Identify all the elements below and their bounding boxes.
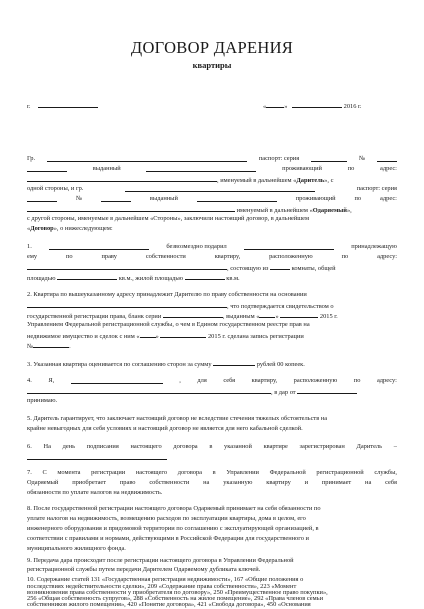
date-open-quote: « [263,103,267,110]
clause-6-line-2 [27,453,167,463]
donee-address-blank[interactable] [27,205,235,212]
preamble-line-5: № выданный проживающий по адрес: [27,195,397,203]
clause-4-line-2: , в дар от [27,387,357,397]
clause-5-line-1: 5. Даритель гарантирует, что заключает настоящий договор не вследствие стечения тяжелых обстоятельств на [27,415,328,422]
city-blank[interactable] [38,101,98,108]
clause-9-line-1: 9. Передача дара происходит после регистрации настоящего договора в Управлении Федеральной [27,557,294,564]
document-title: ДОГОВОР ДАРЕНИЯ [130,38,294,57]
record-month-blank[interactable] [160,331,206,338]
cert-day-blank[interactable] [259,311,275,318]
clause-5-line-2: крайне невыгодных для себя условиях и настоящий договор не является для него кабальной сделкой. [27,425,303,432]
clause-1-line-1: 1. безвозмездно подарил принадлежащую [27,243,397,250]
preamble-line-7: с другой стороны, именуемые в дальнейшем «Стороны», заключили настоящий договор, в дальнейшем [27,215,310,222]
clause-6-line-1: 6. На день подписания настоящего договора в указанной квартире зарегистрирован Даритель – [27,443,397,450]
clause-10-line-3: возникновения права собственности у приобретателя по договору», 250 «Преимущественное право покупки», [27,589,328,596]
clause-2-line-6: № . [27,343,71,350]
registered-person-blank[interactable] [27,453,167,460]
price-blank[interactable] [213,359,255,366]
clause-8-line-1: 8. После государственной регистрации настоящего договора Одаряемый принимает на себя обязанности по [27,505,321,512]
clause-2-line-3: государственной регистрации права, бланк серии , выданным « » 2015 г. [27,313,338,320]
living-area-blank[interactable] [185,273,225,280]
giver-blank[interactable] [297,387,357,394]
donee-issued-blank[interactable] [197,195,277,202]
donee-name-blank[interactable] [125,185,315,192]
clause-8-line-3: инженерного оборудования и придомовой территории по соглашению с эксплуатирующей организацией, в [27,525,319,532]
apartment-address-blank[interactable] [27,263,227,270]
blank[interactable] [27,165,67,172]
donee-series-blank[interactable] [27,195,57,202]
date-close-quote: » [284,103,288,110]
clause-10-line-1: 10. Содержание статей 131 «Государственная регистрация недвижимости», 167 «Общие положения о [27,576,304,583]
city-prefix: г. [27,103,31,110]
clause-2-line-2: , что подтверждается свидетельством о [27,301,334,311]
cert-month-blank[interactable] [280,311,318,318]
clause-8-line-4: соответствии с правилами и нормами, действующими в Российской Федерации для государственного и [27,535,309,542]
document-subtitle: квартиры [192,60,232,70]
acceptor-name-blank[interactable] [71,377,163,384]
donor-issued-blank[interactable] [146,165,256,172]
donor-series-blank[interactable] [311,155,347,162]
clause-8-line-2: уплате налогов на недвижимость, возмещению расходов по эксплуатации квартиры, дома в целом, его [27,515,306,522]
donor-address-blank[interactable] [27,175,217,182]
gift-address-blank[interactable] [27,387,271,394]
clause-7-line-3: обязанности по уплате налогов на недвижимость. [27,489,163,496]
clause-3-line-1: 3. Указанная квартира оценивается по соглашению сторон за сумму рублей 00 копеек. [27,361,305,368]
month-blank[interactable] [292,101,342,108]
clause-1-line-2: ему по праву собственности квартиру, расположенную по адресу: [27,253,397,260]
preamble-line-6: именуемый в дальнейшем «Одаряемый», [27,205,352,215]
preamble-line-3: , именуемый в дальнейшем «Даритель», с [27,175,333,185]
clause-10-line-5: собственников жилого помещения», 420 «Понятие договора», 421 «Свобода договора», 450 «Основания [27,601,311,608]
preamble-line-4: одной стороны, и гр. паспорт: серия [27,185,397,192]
clause-7-line-2: Одаряемый приобретает право собственности на указанную квартиру и принимает на себя [27,479,397,486]
preamble-line-2: выданный проживающий по адрес: [27,165,397,173]
clause-10-line-4: 256 «Общая собственность супругов», 288 «Собственность на жилое помещение», 292 «Права членов семьи [27,595,323,602]
preamble-line-8: «Договор», о нижеследующем: [27,225,113,232]
clause-4-line-1: 4. Я, , для себя квартиру, расположенную по адресу: [27,377,397,384]
clause-9-line-2: регистрационной службы путем передачи Дарителем Одаряемому дубликата ключей. [27,566,261,573]
clause-7-line-1: 7. С момента регистрации настоящего договора в Управлении Федеральной регистрационной службы, [27,469,397,476]
day-blank[interactable] [266,101,284,108]
clause-10-line-2: последствиях недействительности сделки», 209 «Содержание права собственности», 223 «Момент [27,583,297,590]
clause-1-line-4: площадью кв.м., жилой площадью кв.м. [27,275,240,282]
rooms-blank[interactable] [270,263,290,270]
date-line [263,101,362,111]
clause-1-line-3: , состоящую из комнаты, общей [27,263,336,273]
record-number-blank[interactable] [33,341,69,348]
donee-number-blank[interactable] [101,195,131,202]
donee-blank[interactable] [244,243,334,250]
clause-2-line-1: 2. Квартира по вышеуказанному адресу принадлежит Дарителю по праву собственности на основании [27,291,307,298]
record-day-blank[interactable] [140,331,156,338]
clause-8-line-5: муниципального жилищного фонда. [27,545,126,552]
donor-name-blank[interactable] [47,155,247,162]
clause-4-line-3: принимаю. [27,397,58,404]
clause-2-line-4: Управлением Федеральной регистрационной службы, о чем в Едином государственном реестре прав на [27,321,310,328]
preamble-line-1: Гр. паспорт: серия № [27,155,397,163]
clause-2-line-5: недвижимое имущество и сделок с ним « » 2015 г. сделана запись регистрации [27,333,304,340]
ownership-basis-blank[interactable] [27,301,227,308]
certificate-series-blank[interactable] [163,311,223,318]
donor-number-blank[interactable] [377,155,397,162]
total-area-blank[interactable] [57,273,117,280]
year-text: 2016 г. [343,103,362,110]
city-line [27,101,98,111]
donor-blank[interactable] [49,243,149,250]
